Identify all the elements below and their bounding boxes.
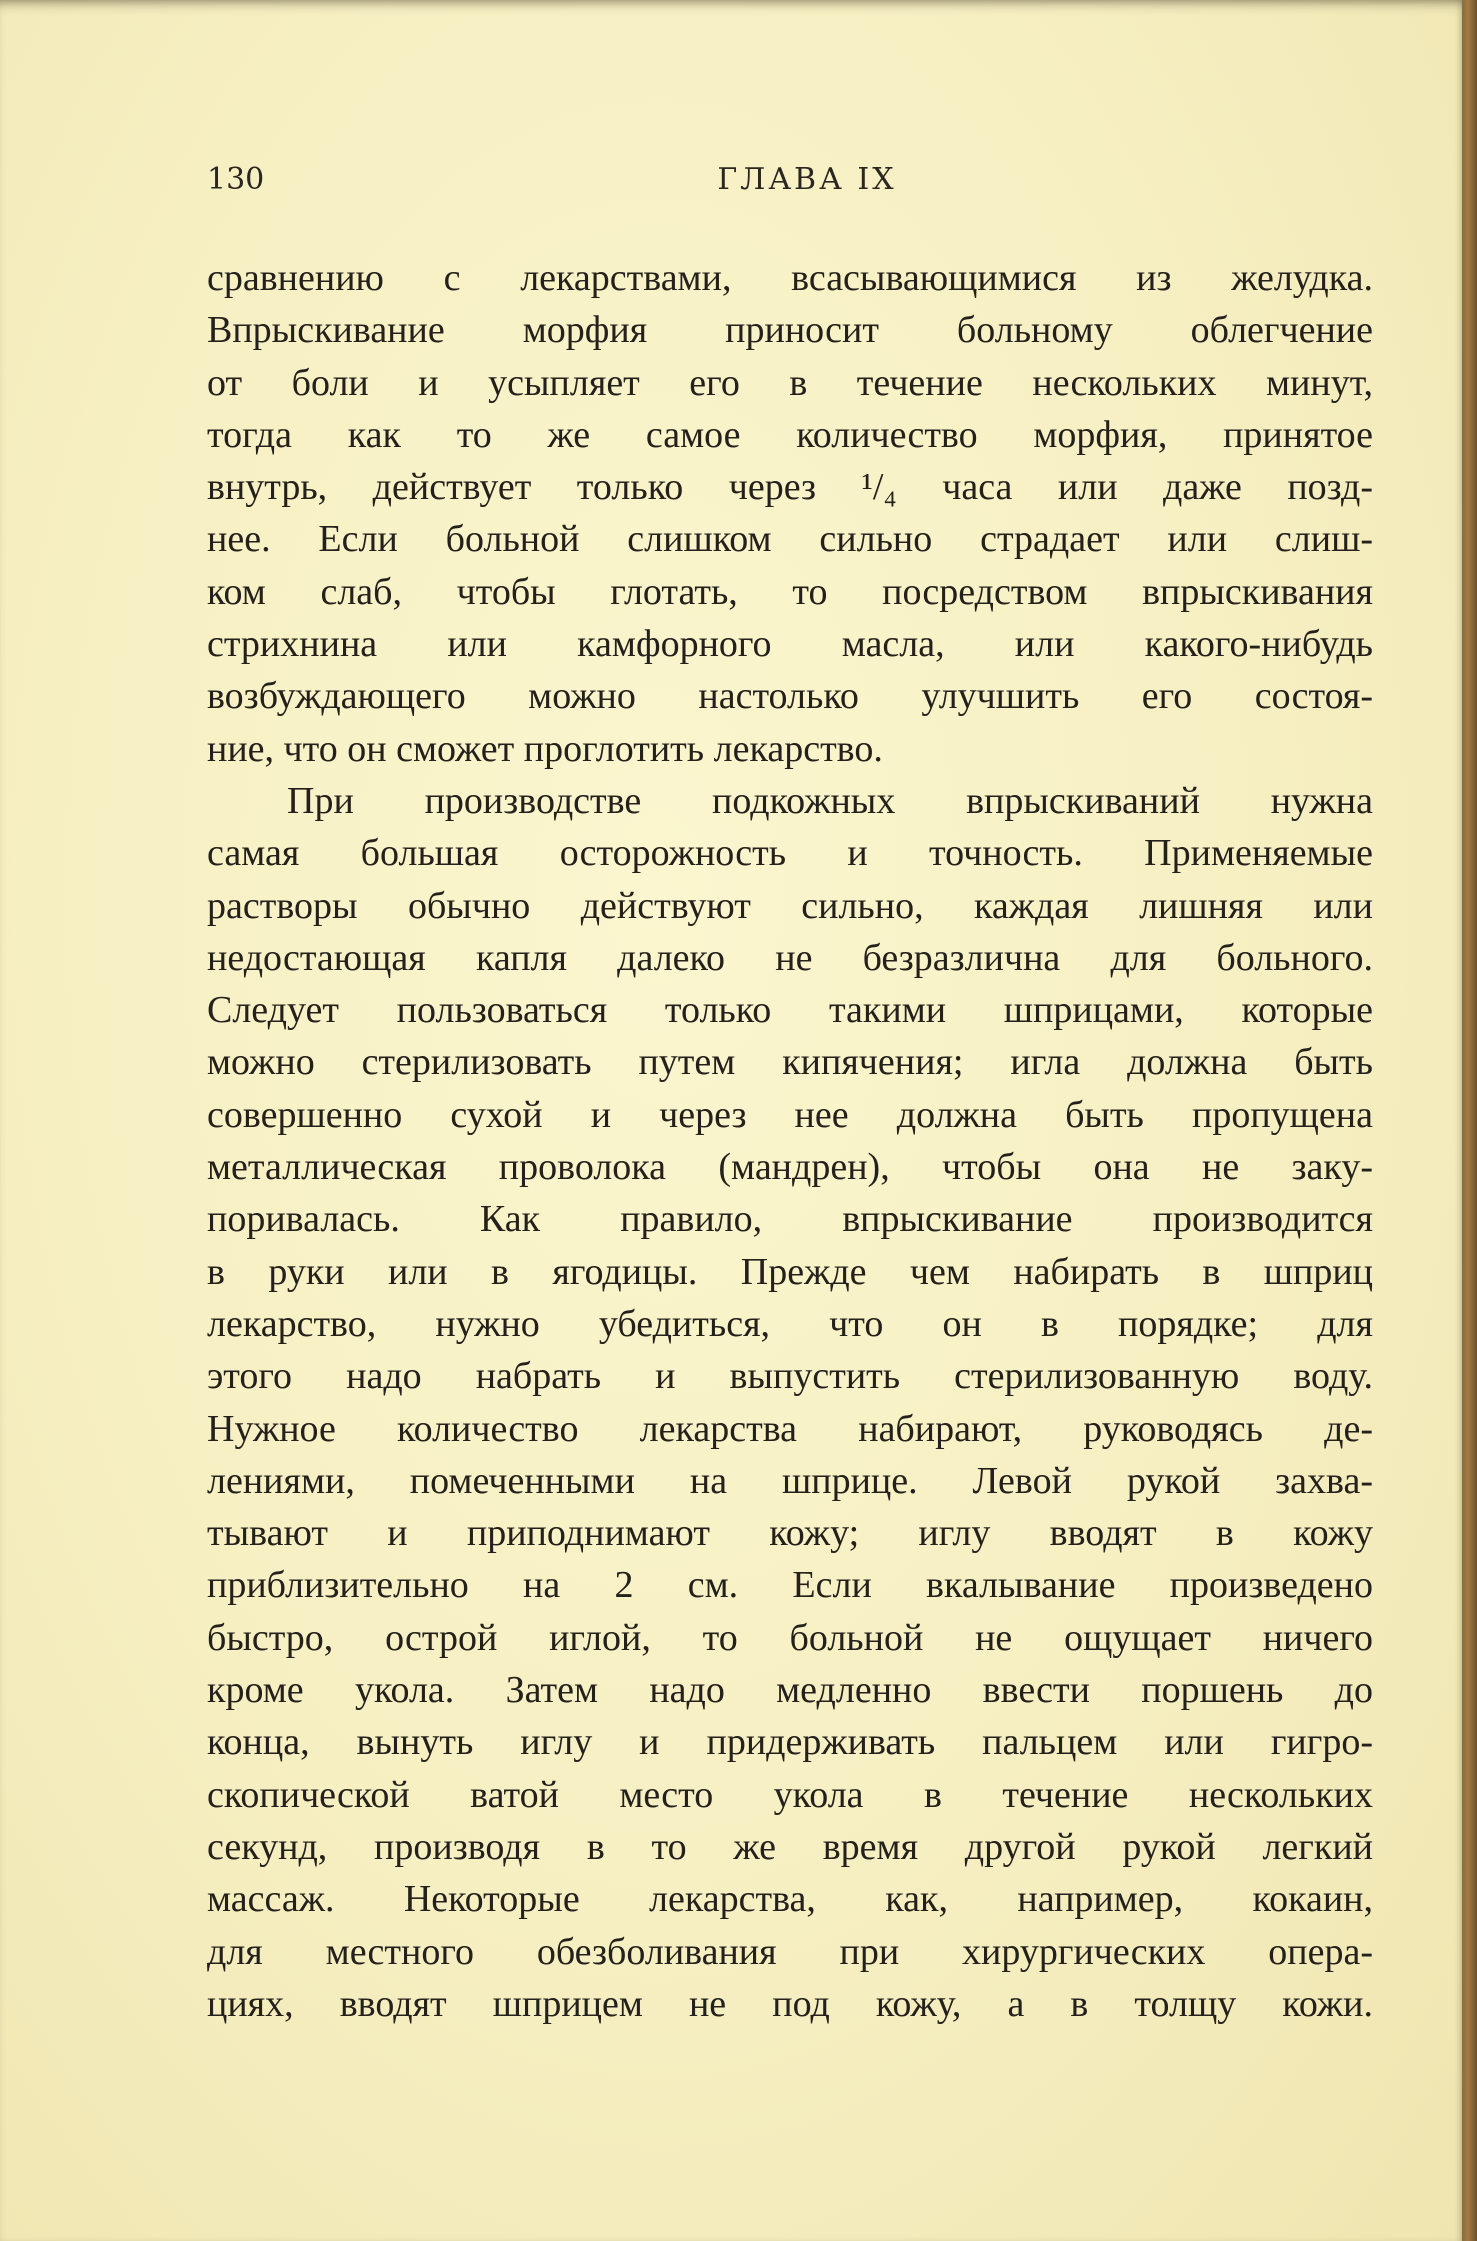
text-line: можно стерилизовать путем кипячения; игла должна быть [207, 1041, 1373, 1084]
text-line: лекарство, нужно убедиться, что он в порядке; для [207, 1302, 1373, 1345]
text-line: ние, что он сможет проглотить лекарство. [207, 727, 883, 770]
text-line: скопической ватой место укола в течение нескольких [207, 1773, 1373, 1816]
text-line: сравнению с лекарствами, всасывающимися из желудка. [207, 257, 1373, 299]
text-line: кроме укола. Затем надо медленно ввести поршень до [207, 1669, 1373, 1712]
text-line: совершенно сухой и через нее должна быть пропущена [207, 1093, 1373, 1136]
text-line: в руки или в ягодицы. Прежде чем набирать в шприц [207, 1250, 1373, 1293]
text-line: Следует пользоваться только такими шприцами, которые [207, 989, 1373, 1032]
text-line: поривалась. Как правило, впрыскивание производится [207, 1198, 1373, 1241]
text-line: циях, вводят шприцем не под кожу, а в толщу кожи. [207, 1982, 1373, 2025]
text-line: возбуждающего можно настолько улучшить его состоя- [207, 675, 1373, 718]
text-line: нее. Если больной слишком сильно страдает или слиш- [207, 518, 1373, 561]
text-line: этого надо набрать и выпустить стерилизованную воду. [207, 1355, 1373, 1398]
text-line: секунд, производя в то же время другой рукой легкий [207, 1825, 1373, 1868]
chapter-title: ГЛАВА IX [717, 162, 897, 197]
text-line: быстро, острой иглой, то больной не ощущает ничего [207, 1616, 1373, 1659]
text-line: самая большая осторожность и точность. Применяемые [207, 832, 1373, 875]
page-number: 130 [207, 162, 265, 197]
text-line: Нужное количество лекарства набирают, руководясь де- [207, 1407, 1373, 1450]
text-line: металлическая проволока (мандрен), чтобы она не заку- [207, 1146, 1373, 1189]
text-line: приблизительно на 2 см. Если вкалывание произведено [207, 1564, 1373, 1607]
text-line: для местного обезболивания при хирургических опера- [207, 1930, 1373, 1973]
text-line: стрихнина или камфорного масла, или какого-нибудь [207, 623, 1373, 666]
text-line: от боли и усыпляет его в течение нескольких минут, [207, 361, 1373, 404]
text-line: лениями, помеченными на шприце. Левой рукой захва- [207, 1459, 1373, 1502]
text-line: При производстве подкожных впрыскиваний нужна [287, 779, 1373, 822]
body-text [207, 252, 1373, 2030]
text-line: конца, вынуть иглу и придерживать пальцем или гигро- [207, 1721, 1373, 1764]
text-line: растворы обычно действуют сильно, каждая лишняя или [207, 884, 1373, 927]
book-spine-edge [1462, 0, 1477, 2241]
running-header [207, 162, 1373, 206]
paragraph-1 [207, 252, 1373, 775]
paragraph-2 [207, 775, 1373, 2030]
text-line: тогда как то же самое количество морфия, принятое [207, 413, 1373, 456]
text-line: недостающая капля далеко не безразлична для больного. [207, 936, 1373, 979]
text-line: ком слаб, чтобы глотать, то посредством впрыскивания [207, 570, 1373, 613]
text-line: тывают и приподнимают кожу; иглу вводят в кожу [207, 1512, 1373, 1555]
text-line: массаж. Некоторые лекарства, как, например, кокаин, [207, 1878, 1373, 1921]
text-line: Впрыскивание морфия приносит больному облегчение [207, 309, 1373, 352]
text-line: внутрь, действует только через ¹/₄ часа или даже позд- [207, 466, 1373, 509]
